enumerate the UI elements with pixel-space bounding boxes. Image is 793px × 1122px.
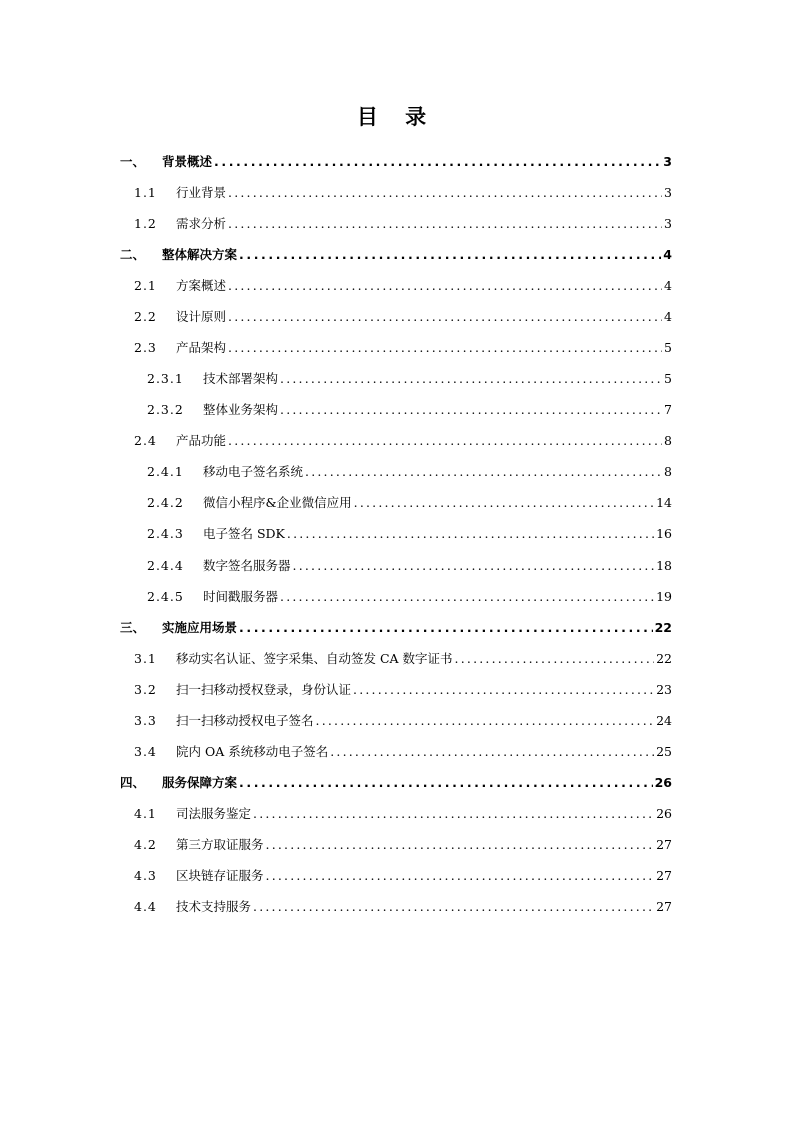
toc-entry-level2[interactable] xyxy=(134,649,672,669)
toc-entry-label: 移动电子签名系统 xyxy=(203,464,304,479)
toc-entry-label: 移动实名认证、签字采集、自动签发 CA 数字证书 xyxy=(176,651,453,666)
dot-leader xyxy=(287,524,654,544)
dot-leader xyxy=(228,338,662,358)
toc-entry-label: 整体业务架构 xyxy=(203,402,279,417)
toc-entry-number: 2.1 xyxy=(134,278,157,293)
toc-entry-page: 25 xyxy=(656,744,672,759)
toc-entry-level3[interactable] xyxy=(147,400,672,420)
toc-entry-page: 22 xyxy=(656,651,672,666)
toc-entry-number: 四、 xyxy=(120,775,146,790)
dot-leader xyxy=(228,431,662,451)
toc-entry-label: 背景概述 xyxy=(162,154,213,169)
toc-entry-number: 2.2 xyxy=(134,309,157,324)
toc-entry-level1[interactable] xyxy=(120,618,672,638)
toc-entry-label: 院内 OA 系统移动电子签名 xyxy=(176,744,329,759)
toc-entry-number: 2.4.5 xyxy=(147,589,184,604)
toc-entry-level2[interactable] xyxy=(134,711,672,731)
toc-entry-level3[interactable] xyxy=(147,556,672,576)
toc-entry-number: 3.1 xyxy=(134,651,157,666)
dot-leader xyxy=(280,587,654,607)
dot-leader xyxy=(239,245,661,265)
dot-leader xyxy=(330,742,654,762)
toc-entry-page: 8 xyxy=(664,464,672,479)
toc-entry-label: 区块链存证服务 xyxy=(176,868,264,883)
toc-entry-label: 行业背景 xyxy=(176,185,227,200)
toc-title: 目 录 xyxy=(356,105,437,129)
toc-entry-page: 26 xyxy=(656,806,672,821)
toc-entry-number: 2.4.3 xyxy=(147,526,184,541)
toc-entry-label: 实施应用场景 xyxy=(162,620,238,635)
toc-entry-number: 1.1 xyxy=(134,185,157,200)
toc-entry-label: 扫一扫移动授权电子签名 xyxy=(176,713,314,728)
dot-leader xyxy=(316,711,655,731)
dot-leader xyxy=(253,897,654,917)
toc-entry-label: 电子签名 SDK xyxy=(203,526,285,541)
toc-entry-page: 27 xyxy=(656,868,672,883)
toc-entry-label: 扫一扫移动授权登录，身份认证 xyxy=(176,682,352,697)
toc-entry-level1[interactable] xyxy=(120,245,672,265)
dot-leader xyxy=(353,680,654,700)
toc-entry-label: 需求分析 xyxy=(176,216,227,231)
dot-leader xyxy=(239,773,653,793)
dot-leader xyxy=(455,649,655,669)
toc-entry-page: 3 xyxy=(663,154,672,169)
dot-leader xyxy=(280,400,662,420)
toc-entry-page: 7 xyxy=(664,402,672,417)
toc-entry-page: 27 xyxy=(656,899,672,914)
toc-entry-label: 设计原则 xyxy=(176,309,227,324)
toc-entry-number: 4.1 xyxy=(134,806,157,821)
toc-entry-level3[interactable] xyxy=(147,524,672,544)
toc-entry-label: 技术部署架构 xyxy=(203,371,279,386)
toc-entry-page: 27 xyxy=(656,837,672,852)
toc-entry-label: 产品架构 xyxy=(176,340,227,355)
toc-entry-page: 14 xyxy=(656,495,672,510)
toc-entry-label: 司法服务鉴定 xyxy=(176,806,252,821)
toc-entry-level1[interactable] xyxy=(120,152,672,172)
toc-entry-number: 二、 xyxy=(120,247,146,262)
toc-entry-level2[interactable] xyxy=(134,742,672,762)
toc-entry-number: 一、 xyxy=(120,154,146,169)
toc-entry-level2[interactable] xyxy=(134,276,672,296)
toc-entry-level2[interactable] xyxy=(134,214,672,234)
toc-entry-level3[interactable] xyxy=(147,587,672,607)
toc-entry-page: 26 xyxy=(654,775,672,790)
toc-entry-level1[interactable] xyxy=(120,773,672,793)
toc-entry-label: 服务保障方案 xyxy=(162,775,238,790)
dot-leader xyxy=(293,556,655,576)
toc-entry-level2[interactable] xyxy=(134,897,672,917)
toc-entry-label: 整体解决方案 xyxy=(162,247,238,262)
toc-entry-page: 8 xyxy=(664,433,672,448)
toc-entry-level2[interactable] xyxy=(134,866,672,886)
toc-entry-page: 4 xyxy=(664,278,672,293)
toc-entry-number: 2.3.1 xyxy=(147,371,184,386)
toc-entry-page: 5 xyxy=(664,340,672,355)
dot-leader xyxy=(305,462,662,482)
toc-entry-level3[interactable] xyxy=(147,493,672,513)
toc-entry-page: 3 xyxy=(664,185,672,200)
toc-entry-page: 5 xyxy=(664,371,672,386)
toc-entry-number: 2.4.4 xyxy=(147,558,184,573)
toc-entry-number: 三、 xyxy=(120,620,146,635)
toc-entry-number: 2.4 xyxy=(134,433,157,448)
dot-leader xyxy=(228,276,662,296)
toc-entry-page: 4 xyxy=(663,247,672,262)
toc-entry-level2[interactable] xyxy=(134,680,672,700)
toc-entry-number: 4.4 xyxy=(134,899,157,914)
dot-leader xyxy=(214,152,661,172)
toc-entry-number: 4.3 xyxy=(134,868,157,883)
toc-entry-number: 2.3 xyxy=(134,340,157,355)
toc-entry-label: 微信小程序&企业微信应用 xyxy=(203,495,352,510)
toc-entry-label: 产品功能 xyxy=(176,433,227,448)
dot-leader xyxy=(266,866,655,886)
toc-entry-label: 技术支持服务 xyxy=(176,899,252,914)
toc-entry-number: 2.4.2 xyxy=(147,495,184,510)
toc-entry-level2[interactable] xyxy=(134,307,672,327)
toc-entry-page: 24 xyxy=(656,713,672,728)
dot-leader xyxy=(239,618,653,638)
toc-entry-label: 方案概述 xyxy=(176,278,227,293)
toc-entry-number: 2.3.2 xyxy=(147,402,184,417)
toc-entry-page: 16 xyxy=(656,526,672,541)
toc-entry-level3[interactable] xyxy=(147,369,672,389)
toc-entry-page: 23 xyxy=(656,682,672,697)
toc-entry-page: 19 xyxy=(656,589,672,604)
toc-entry-page: 3 xyxy=(664,216,672,231)
dot-leader xyxy=(266,835,655,855)
toc-entry-label: 时间戳服务器 xyxy=(203,589,279,604)
dot-leader xyxy=(354,493,654,513)
toc-entry-number: 3.4 xyxy=(134,744,157,759)
dot-leader xyxy=(253,804,654,824)
toc-entry-label: 数字签名服务器 xyxy=(203,558,291,573)
toc-entry-level2[interactable] xyxy=(134,431,672,451)
toc-entry-level2[interactable] xyxy=(134,338,672,358)
toc-entry-level2[interactable] xyxy=(134,804,672,824)
toc-entry-number: 1.2 xyxy=(134,216,157,231)
dot-leader xyxy=(228,214,662,234)
toc-entry-number: 3.3 xyxy=(134,713,157,728)
toc-entry-level3[interactable] xyxy=(147,462,672,482)
dot-leader xyxy=(280,369,662,389)
toc-entry-level2[interactable] xyxy=(134,835,672,855)
toc-entry-level2[interactable] xyxy=(134,183,672,203)
toc-entry-number: 3.2 xyxy=(134,682,157,697)
toc-entry-page: 18 xyxy=(656,558,672,573)
dot-leader xyxy=(228,183,662,203)
toc-entry-number: 4.2 xyxy=(134,837,157,852)
toc-entry-label: 第三方取证服务 xyxy=(176,837,264,852)
dot-leader xyxy=(228,307,662,327)
toc-entry-number: 2.4.1 xyxy=(147,464,184,479)
toc-entry-page: 22 xyxy=(654,620,672,635)
toc-entry-page: 4 xyxy=(664,309,672,324)
